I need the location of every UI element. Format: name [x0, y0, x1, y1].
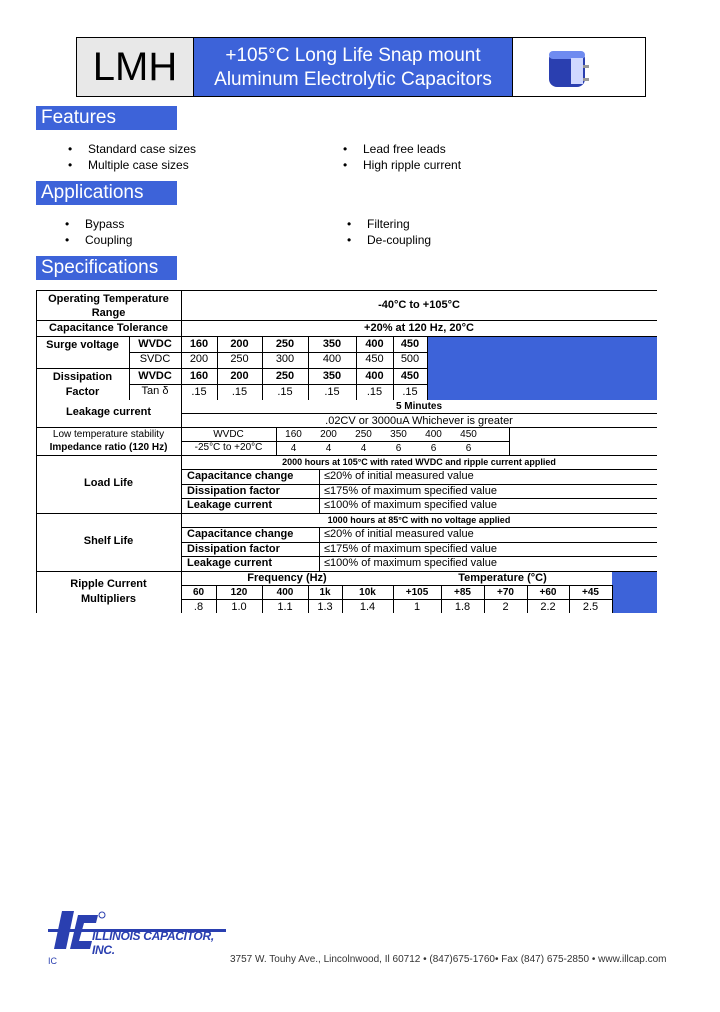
frequency-multiplier: 1.3 [317, 601, 333, 613]
temperature-value: +45 [582, 587, 599, 598]
tan-label: Tan δ [141, 385, 169, 397]
temperature-label: Temperature (°C) [458, 572, 547, 584]
wvdc-value: 160 [189, 370, 209, 382]
lts-wvdc: WVDC [213, 429, 244, 440]
tan-value: .15 [277, 386, 293, 398]
lts-ratio: 6 [430, 443, 437, 454]
life-row-label: Dissipation factor [187, 484, 280, 497]
lts-label: Low temperature stability [52, 429, 165, 440]
temperature-multiplier: 2 [502, 601, 509, 613]
wvdc-value: 450 [400, 370, 420, 382]
svdc-value: 300 [275, 353, 295, 365]
temperature-multiplier: 2.2 [540, 601, 556, 613]
tan-value: .15 [231, 386, 248, 398]
life-row-label: Leakage current [187, 499, 272, 511]
tan-value: .15 [191, 386, 207, 398]
wvdc-label: WVDC [138, 338, 172, 350]
series-code: LMH [76, 37, 194, 97]
frequency-value: 1k [319, 587, 331, 598]
temperature-value: +60 [539, 587, 557, 598]
lts-label: Impedance ratio (120 Hz) [49, 442, 168, 453]
title-line-1: +105°C Long Life Snap mount [225, 45, 481, 66]
lts-voltage: 400 [425, 429, 442, 440]
feature-item: • Lead free leads [343, 142, 446, 156]
svdc-value: 250 [230, 353, 249, 365]
surge-label: Surge voltage [46, 339, 119, 351]
lts-voltage: 200 [320, 429, 337, 440]
lts-temp: -25°C to +20°C [194, 442, 263, 453]
wvdc-value: 450 [400, 338, 420, 350]
df-label: Dissipation Factor [52, 371, 113, 398]
frequency-value: 10k [359, 587, 376, 598]
feature-item: • Multiple case sizes [68, 158, 189, 172]
lts-voltage: 250 [355, 429, 372, 440]
application-item: • Coupling [65, 233, 133, 247]
temperature-value: +70 [497, 587, 514, 598]
op-temp-label: Operating Temperature Range [48, 293, 169, 319]
svdc-value: 400 [322, 353, 342, 365]
tan-value: .15 [366, 386, 383, 398]
load-life-condition: 2000 hours at 105°C with rated WVDC and ripple current applied [282, 457, 556, 467]
application-item: • De-coupling [347, 233, 432, 247]
wvdc-value: 200 [230, 338, 249, 350]
svdc-value: 200 [189, 353, 209, 365]
life-row-label: Capacitance change [187, 470, 294, 482]
lts-ratio: 6 [465, 443, 472, 454]
leak-value: .02CV or 3000uA Whichever is greater [325, 415, 513, 427]
application-item: • Filtering [347, 217, 410, 231]
leak-time: 5 Minutes [395, 401, 443, 412]
capacitor-icon [513, 38, 646, 98]
lts-ratio: 4 [325, 443, 332, 454]
frequency-multiplier: 1.4 [359, 601, 376, 613]
temperature-value: +85 [454, 587, 471, 598]
cap-tol-value: +20% at 120 Hz, 20°C [364, 322, 474, 334]
life-row-label: Leakage current [187, 557, 272, 569]
frequency-value: 120 [230, 587, 248, 598]
lts-ratio: 4 [290, 443, 297, 454]
wvdc-value: 250 [275, 338, 295, 350]
wvdc-value: 200 [230, 370, 249, 382]
wvdc-label: WVDC [138, 370, 172, 382]
frequency-label: Frequency (Hz) [247, 572, 327, 584]
life-row-value: ≤20% of initial measured value [324, 528, 474, 540]
product-title [194, 37, 513, 97]
wvdc-value: 400 [365, 338, 384, 350]
wvdc-value: 160 [189, 338, 209, 350]
wvdc-value: 350 [322, 370, 342, 382]
life-row-label: Capacitance change [187, 528, 294, 540]
frequency-value: 60 [192, 587, 205, 598]
frequency-multiplier: 1.1 [277, 601, 293, 613]
svdc-label: SVDC [139, 353, 171, 365]
capacitor-image [513, 37, 646, 97]
company-name: ILLINOIS CAPACITOR, INC. [92, 929, 214, 957]
life-row-value: ≤100% of maximum specified value [324, 557, 497, 569]
life-row-value: ≤100% of maximum specified value [324, 499, 497, 511]
wvdc-value: 400 [365, 370, 384, 382]
logo-mark: IC [48, 956, 57, 966]
blue-block [427, 336, 657, 400]
lts-ratio: 6 [395, 443, 402, 454]
life-row-value: ≤175% of maximum specified value [324, 484, 497, 497]
lts-voltage: 450 [460, 429, 477, 440]
company-address: 3757 W. Touhy Ave., Lincolnwood, Il 60712 • (847)675-1760• Fax (847) 675-2850 • www.illcap.com [230, 954, 667, 965]
shelf-life-condition: 1000 hours at 85°C with no voltage applied [327, 515, 511, 525]
load-life-label: Load Life [84, 477, 133, 489]
frequency-multiplier: 1.0 [231, 601, 247, 613]
leak-label: Leakage current [66, 406, 151, 418]
temperature-multiplier: 2.5 [582, 601, 599, 613]
shelf-life-label: Shelf Life [83, 535, 134, 547]
temperature-value: +105 [405, 587, 429, 598]
op-temp-value: -40°C to +105°C [378, 299, 460, 311]
life-row-value: ≤20% of initial measured value [324, 470, 474, 482]
svdc-value: 500 [400, 353, 420, 365]
tan-value: .15 [324, 386, 340, 398]
cap-tol-label: Capacitance Tolerance [48, 322, 168, 334]
applications-heading: Applications [36, 181, 177, 205]
wvdc-value: 250 [275, 370, 295, 382]
tan-value: .15 [402, 386, 418, 398]
feature-item: • High ripple current [343, 158, 462, 172]
lts-ratio: 4 [360, 443, 367, 454]
blue-block [612, 571, 657, 613]
features-heading: Features [36, 106, 177, 130]
life-row-value: ≤175% of maximum specified value [324, 542, 497, 555]
wvdc-value: 350 [322, 338, 342, 350]
life-row-label: Dissipation factor [187, 542, 280, 555]
lts-voltage: 160 [285, 429, 302, 440]
lts-voltage: 350 [390, 429, 407, 440]
feature-item: • Standard case sizes [68, 142, 197, 156]
specifications-heading: Specifications [36, 256, 177, 280]
frequency-value: 400 [276, 587, 294, 598]
title-line-2: Aluminum Electrolytic Capacitors [214, 69, 492, 90]
application-item: • Bypass [65, 217, 125, 231]
svdc-value: 450 [365, 353, 384, 365]
ripple-label: Ripple Current Multipliers [70, 578, 147, 605]
temperature-multiplier: 1.8 [454, 601, 471, 613]
frequency-multiplier: .8 [193, 601, 204, 613]
temperature-multiplier: 1 [413, 601, 421, 613]
company-logo [48, 905, 228, 957]
